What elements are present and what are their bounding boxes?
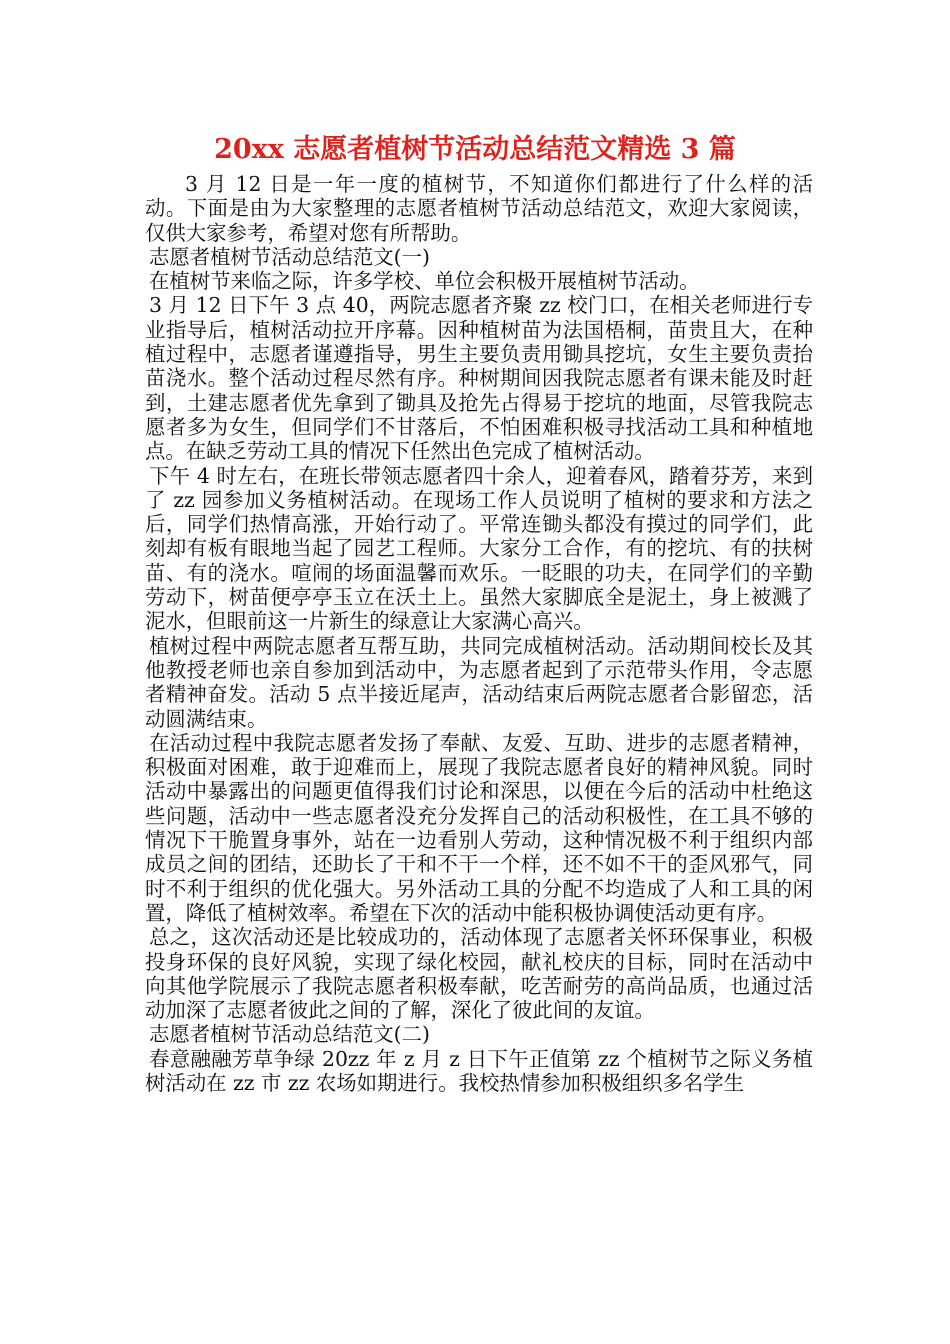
section-heading-1: 志愿者植树节活动总结范文(一) <box>149 244 430 269</box>
paragraph: 春意融融芳草争绿 20zz 年 z 月 z 日下午正值第 zz 个植树节之际义务植树活动在 zz 市 zz 农场如期进行。我校热情参加积极组织多名学生 <box>145 1046 813 1095</box>
paragraph: 在植树节来临之际，许多学校、单位会积极开展植树节活动。 <box>149 269 700 294</box>
intro-paragraph: 3 月 12 日是一年一度的植树节，不知道你们都进行了什么样的活动。下面是由为大家整理的志愿者植树节活动总结范文，欢迎大家阅读，仅供大家参考，希望对您有所帮助。 <box>145 172 813 245</box>
paragraph: 下午 4 时左右，在班长带领志愿者四十余人，迎着春风，踏着芬芳，来到了 zz 园参加义务植树活动。在现场工作人员说明了植树的要求和方法之后，同学们热情高涨，开始行动了。平常连锄头都没有摸过的同学们，此刻却有板有眼地当起了园艺工程师。大家分工合作，有的挖坑、有的扶树苗、有的浇水。喧闹的场面温馨而欢乐。一眨眼的功夫，在同学们的辛勤劳动下，树苗便亭亭玉立在沃土上。虽然大家脚底全是泥土，身上被溅了泥水，但眼前这一片新生的绿意让大家满心高兴。 <box>145 463 813 634</box>
document-body <box>145 172 813 1095</box>
document-title: 20xx 志愿者植树节活动总结范文精选 3 篇 <box>214 134 736 165</box>
paragraph: 植树过程中两院志愿者互帮互助，共同完成植树活动。活动期间校长及其他教授老师也亲自参加到活动中，为志愿者起到了示范带头作用，令志愿者精神奋发。活动 5 点半接近尾声，活动结束后两院志愿者合影留恋，活动圆满结束。 <box>145 633 813 731</box>
paragraph: 在活动过程中我院志愿者发扬了奉献、友爱、互助、进步的志愿者精神，积极面对困难，敢于迎难而上，展现了我院志愿者良好的精神风貌。同时活动中暴露出的问题更值得我们讨论和深思，以便在今后的活动中杜绝这些问题，活动中一些志愿者没充分发挥自己的活动积极性，在工具不够的情况下干脆置身事外，站在一边看别人劳动，这种情况极不利于组织内部成员之间的团结，还助长了干和不干一个样，还不如不干的歪风邪气，同时不利于组织的优化强大。另外活动工具的分配不均造成了人和工具的闲置，降低了植树效率。希望在下次的活动中能积极协调使活动更有序。 <box>145 730 813 925</box>
paragraph: 3 月 12 日下午 3 点 40，两院志愿者齐聚 zz 校门口，在相关老师进行专业指导后，植树活动拉开序幕。因种植树苗为法国梧桐，苗贵且大，在种植过程中，志愿者谨遵指导，男生主要负责用锄具挖坑，女生主要负责抬苗浇水。整个活动过程尽然有序。种树期间因我院志愿者有课未能及时赶到，土建志愿者优先拿到了锄具及抢先占得易于挖坑的地面，尽管我院志愿者多为女生，但同学们不甘落后，不怕困难积极寻找活动工具和种植地点。在缺乏劳动工具的情况下任然出色完成了植树活动。 <box>145 293 813 464</box>
paragraph: 总之，这次活动还是比较成功的，活动体现了志愿者关怀环保事业，积极投身环保的良好风貌，实现了绿化校园，献礼校庆的目标，同时在活动中向其他学院展示了我院志愿者积极奉献，吃苦耐劳的高尚品质，也通过活动加深了志愿者彼此之间的了解，深化了彼此间的友谊。 <box>145 925 813 1023</box>
section-heading-2: 志愿者植树节活动总结范文(二) <box>149 1022 430 1047</box>
